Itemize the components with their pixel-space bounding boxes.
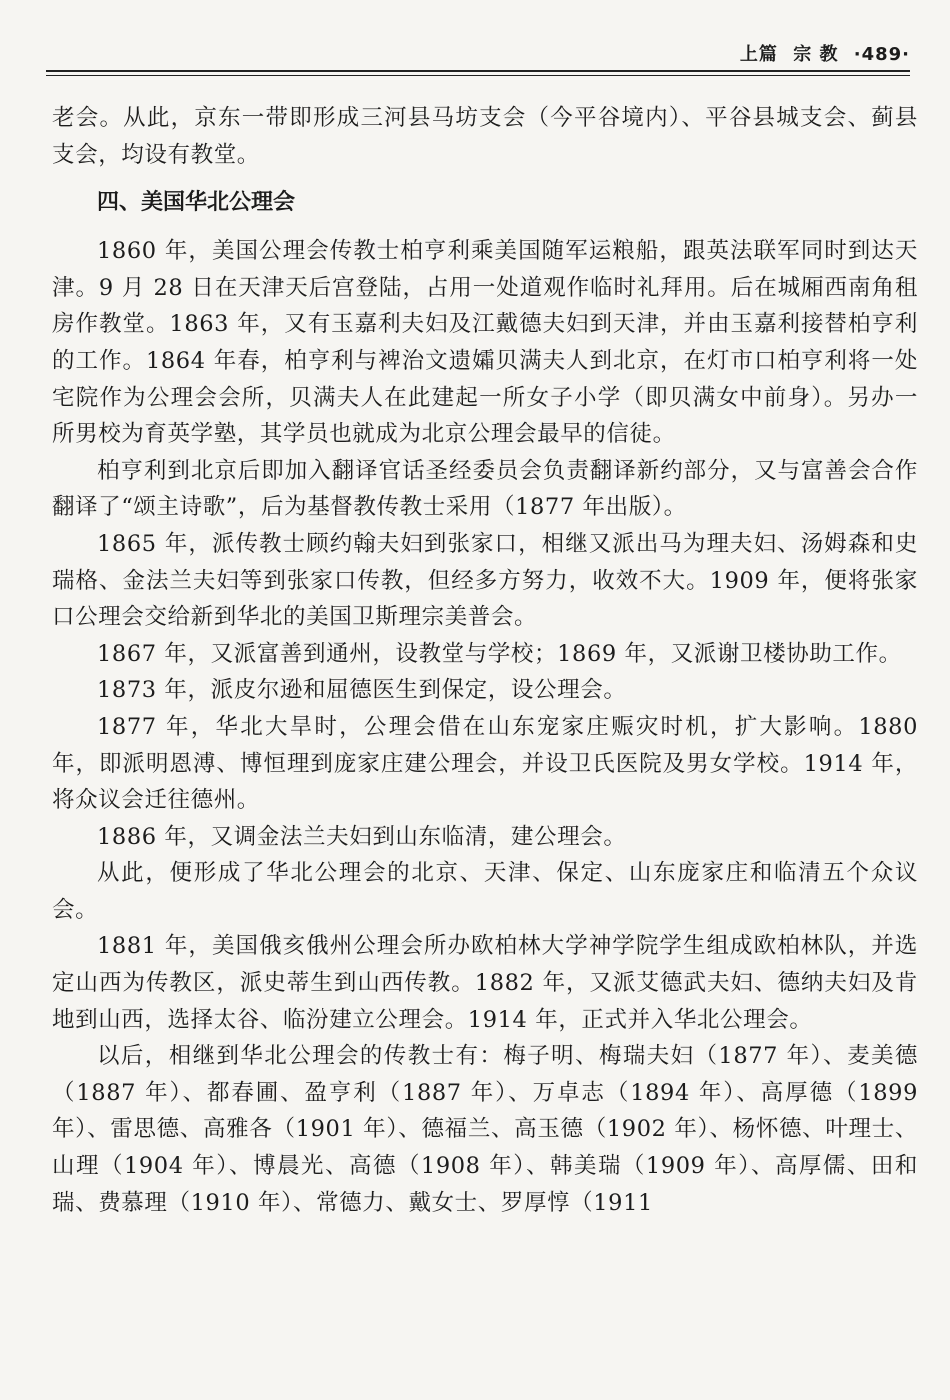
paragraph-6: 1877 年，华北大旱时，公理会借在山东宠家庄赈灾时机，扩大影响。1880 年，即派明恩溥、博恒理到庞家庄建公理会，并设卫氏医院及男女学校。1914 年，将众议会迁往德州。 <box>52 713 918 814</box>
header-rule-thin <box>46 75 910 76</box>
intro-paragraph: 老会。从此，京东一带即形成三河县马坊支会（今平谷境内）、平谷县城支会、蓟县支会，均设有教堂。 <box>52 105 918 168</box>
paragraph-3: 1865 年，派传教士顾约翰夫妇到张家口，相继又派出马为理夫妇、汤姆森和史瑞格、金法兰夫妇等到张家口传教，但经多方努力，收效不大。1909 年，便将张家口公理会交给新到华北的美国卫斯理宗美普会。 <box>52 530 918 631</box>
paragraph-5: 1873 年，派皮尔逊和屈德医生到保定，设公理会。 <box>97 677 627 704</box>
paragraph-7: 1886 年，又调金法兰夫妇到山东临清，建公理会。 <box>97 823 627 850</box>
header-section: 上篇 <box>739 44 778 65</box>
running-header <box>732 40 910 66</box>
paragraph-10: 以后，相继到华北公理会的传教士有：梅子明、梅瑞夫妇（1877 年）、麦美德（1887 年）、都春圃、盈亨利（1887 年）、万卓志（1894 年）、高厚德（1899 年）、雷思德、高雅各（1901 年）、德福兰、高玉德（1902 年）、杨怀德、叶理士、山理（1904 年）、博晨光、高德（1908 年）、韩美瑞（1909 年）、高厚儒、田和瑞、费慕理（1910 年）、常德力、戴女士、罗厚惇（1911 <box>52 1043 919 1216</box>
paragraph-2: 柏亨利到北京后即加入翻译官话圣经委员会负责翻译新约部分，又与富善会合作翻译了“颂主诗歌”，后为基督教传教士采用（1877 年出版）。 <box>52 457 918 521</box>
paragraph-1: 1860 年，美国公理会传教士柏亨利乘美国随军运粮船，跟英法联军同时到达天津。9 月 28 日在天津天后宫登陆，占用一处道观作临时礼拜用。后在城厢西南角租房作教堂。1863 年，又有玉嘉利夫妇及江戴德夫妇到天津，并由玉嘉利接替柏亨利的工作。1864 年春，柏亨利与裨治文遗孀贝满夫人到北京，在灯市口柏亨利将一处宅院作为公理会会所，贝满夫人在此建起一所女子小学（即贝满女中前身）。另办一所男校为育英学塾，其学员也就成为北京公理会最早的信徒。 <box>52 238 918 448</box>
section-heading: 四、美国华北公理会 <box>97 190 296 216</box>
page-number: ·489· <box>853 44 910 65</box>
paragraph-8: 从此，便形成了华北公理会的北京、天津、保定、山东庞家庄和临清五个众议会。 <box>52 860 918 923</box>
page-body <box>52 100 918 1221</box>
header-chapter: 宗 教 <box>793 44 839 65</box>
paragraph-9: 1881 年，美国俄亥俄州公理会所办欧柏林大学神学院学生组成欧柏林队，并选定山西为传教区，派史蒂生到山西传教。1882 年，又派艾德武夫妇、德纳夫妇及肯地到山西，选择太谷、临汾建立公理会。1914 年，正式并入华北公理会。 <box>52 933 918 1033</box>
paragraph-4: 1867 年，又派富善到通州，设教堂与学校；1869 年，又派谢卫楼协助工作。 <box>97 640 902 667</box>
header-rule-thick <box>46 70 910 72</box>
